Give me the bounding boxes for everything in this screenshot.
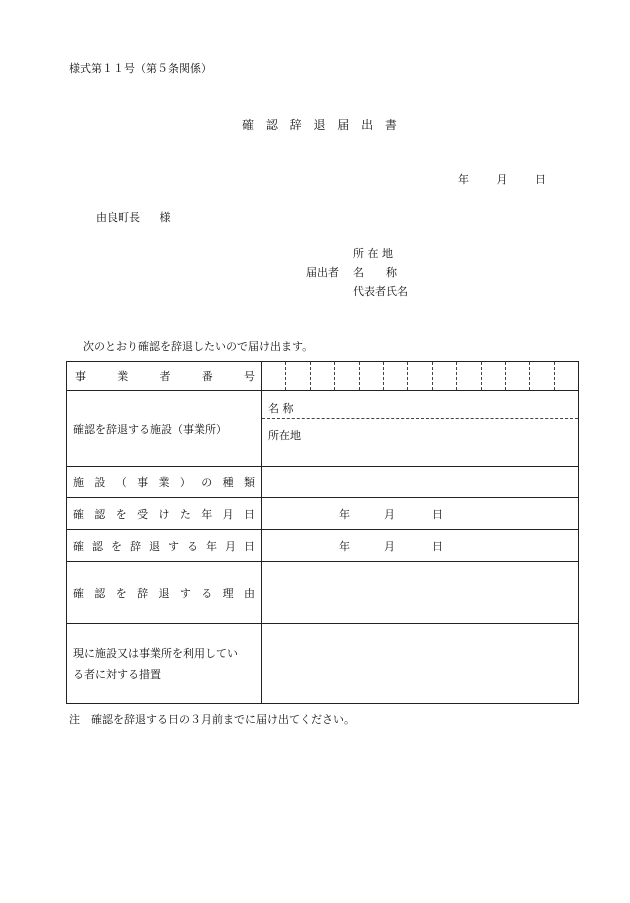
confirmed-year-label: 年 [339,507,350,521]
month-label: 月 [496,173,508,186]
reason-label-char: 認 [94,586,106,600]
measures-label-line-1: 現に施設又は事業所を利用してい [73,646,238,660]
business-number-field[interactable] [262,362,579,391]
reason-row [67,562,579,624]
withdraw-date-row [67,530,579,562]
submission-date [458,171,546,187]
business-number-digit-cell[interactable] [432,362,456,390]
facility-type-field[interactable] [262,467,579,498]
withdraw-day-label: 日 [432,539,443,553]
business-number-row [67,362,579,391]
reason-label-char: 辞 [137,586,149,600]
measures-label [67,643,261,685]
facility-type-label-char: （ [115,476,127,489]
confirmed-date-field[interactable] [262,498,579,530]
confirmed-date-label-char: を [115,507,127,521]
measures-field[interactable] [262,624,579,704]
reason-label-char: 退 [158,586,170,600]
confirmed-date-label-char: 日 [244,507,255,521]
facility-type-row [67,467,579,498]
business-number-label-char: 者 [159,370,171,383]
facility-type-label-char: ） [179,476,191,489]
withdraw-date-label-char: 日 [244,539,255,553]
confirmed-date-label-char: 受 [137,507,149,521]
facility-type-label-char: 種 [222,476,234,489]
withdraw-month-label: 月 [384,539,395,553]
confirmed-date-label-char: 年 [201,507,213,521]
measures-label-line-2: る者に対する措置 [73,667,161,681]
confirmed-date-label [67,506,261,522]
withdraw-year-label: 年 [339,539,350,553]
business-number-label-cell [67,362,262,391]
facility-name-field[interactable] [262,391,578,419]
confirmed-date-label-char: 月 [222,507,234,521]
withdraw-date-label [67,538,261,554]
business-number-digit-cell[interactable] [554,362,578,390]
business-number-digit-cell[interactable] [310,362,334,390]
facility-type-label-char: 類 [244,476,255,489]
confirmed-day-label: 日 [432,507,443,521]
confirmed-date-label-char: た [179,507,191,521]
facility-type-label [67,474,261,490]
withdraw-date-label-char: 年 [206,539,217,553]
business-number-digit-cell[interactable] [456,362,480,390]
reason-label-char: る [201,586,213,600]
business-number-digit-cell[interactable] [383,362,407,390]
applicant-label: 届出者 [306,266,339,279]
reason-label-char: す [179,586,191,600]
business-number-label-char: 号 [244,370,255,383]
footnote: 注 確認を辞退する日の３月前までに届け出てください。 [69,713,355,726]
applicant-address-label: 所 在 地 [353,247,393,260]
facility-type-label-char: 業 [158,476,170,489]
reason-label-char: を [115,586,127,600]
facility-address-field[interactable] [262,419,578,443]
business-number-digit-cell[interactable] [407,362,431,390]
document-title: 確 認 辞 退 届 出 書 [242,118,397,132]
confirmed-date-label-char: け [158,507,170,521]
business-number-label-char: 業 [117,370,129,383]
business-number-digit-cell[interactable] [505,362,529,390]
withdraw-date-label-char: す [168,539,179,553]
reason-label-char: 確 [73,586,84,600]
confirmed-date-row [67,498,579,530]
withdraw-date-label-char: 辞 [130,539,141,553]
facility-row [67,391,579,467]
facility-address-label: 所在地 [268,429,301,442]
intro-text: 次のとおり確認を辞退したいので届け出ます。 [83,340,314,353]
day-label: 日 [535,173,546,186]
business-number-label [67,368,261,384]
addressee-name: 由良町長 [96,211,140,224]
measures-row [67,624,579,704]
facility-type-label-cell [67,467,262,498]
confirmed-date-label-cell [67,498,262,530]
business-number-digit-cell[interactable] [262,362,285,390]
withdraw-date-label-char: 認 [92,539,103,553]
facility-label-cell [67,391,262,467]
business-number-grid [262,362,578,390]
confirmed-date-label-char: 確 [73,507,84,521]
withdrawal-form-table [66,361,579,704]
withdraw-date-label-char: 退 [149,539,160,553]
facility-type-label-char: 事 [137,476,149,489]
confirmed-month-label: 月 [384,507,395,521]
withdraw-date-label-char: を [111,539,122,553]
business-number-digit-cell[interactable] [481,362,505,390]
business-number-digit-cell[interactable] [285,362,309,390]
applicant-rep-label: 代表者氏名 [353,285,408,298]
facility-type-label-char: 施 [73,476,84,489]
confirmed-date-label-char: 認 [94,507,106,521]
reason-label-char: 由 [244,586,255,600]
facility-type-label-char: 設 [94,476,106,489]
withdraw-date-label-char: 確 [73,539,84,553]
business-number-digit-cell[interactable] [334,362,358,390]
withdraw-date-label-char: る [187,539,198,553]
addressee [96,209,171,225]
facility-field [262,391,579,467]
reason-field[interactable] [262,562,579,624]
facility-name-label: 名 称 [268,402,294,415]
business-number-digit-cell[interactable] [359,362,383,390]
facility-label: 確認を辞退する施設（事業所） [73,422,227,436]
withdraw-date-field[interactable] [262,530,579,562]
withdraw-date-label-char: 月 [225,539,236,553]
reason-label [67,585,261,601]
reason-label-char: 理 [222,586,234,600]
applicant-name-label: 名 称 [353,266,397,279]
business-number-label-char: 事 [75,370,86,383]
form-number: 様式第１１号（第５条関係） [69,62,212,75]
year-label: 年 [458,173,469,186]
business-number-digit-cell[interactable] [529,362,553,390]
facility-type-label-char: の [201,476,213,489]
measures-label-cell [67,624,262,704]
business-number-label-char: 番 [201,370,213,383]
withdraw-date-label-cell [67,530,262,562]
addressee-honorific: 様 [159,211,171,224]
reason-label-cell [67,562,262,624]
